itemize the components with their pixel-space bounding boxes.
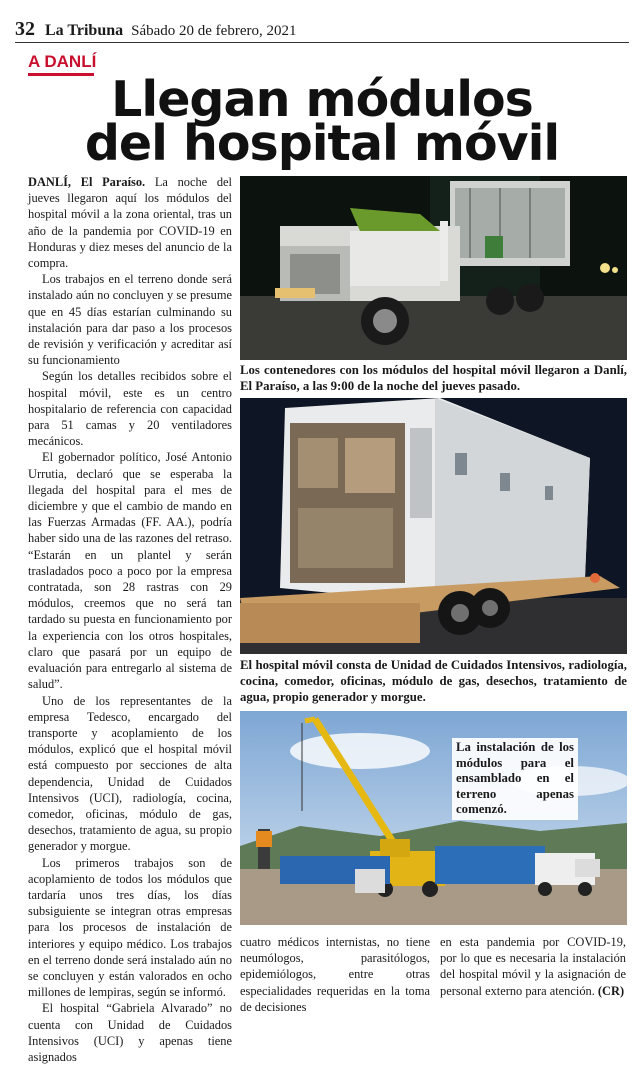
author-credit: (CR) [597,983,625,998]
dateline: DANLÍ, El Paraíso. [28,175,146,189]
article-column-2 [240,934,430,1015]
paragraph-9: en esta pandemia por COVID-19, por lo que es necesaria la instalación del hospital móvil y la asignación de personal externo para atención. [440,935,626,998]
caption-photo-2: El hospital móvil consta de Unidad de Cuidados Intensivos, radiología, cocina, comedor, oficinas, módulo de gas, desechos, tratamiento de agua, propio generador y morgue. [240,658,627,704]
paragraph-3: Según los detalles recibidos sobre el hospital móvil, este es un centro hospitalario de referencia con capacidad para 51 camas y 20 ventiladores mecánicos. [28,369,232,449]
caption-photo-3: La instalación de los módulos para el ensamblado en el terreno apenas comenzó. [452,738,578,820]
article-column-1 [28,174,232,1065]
paragraph-6: Los primeros trabajos son de acoplamiento de todos los módulos que tardaría unos tres días, los días subsiguiente se integran otras empresas para los procesos de instalación de interiores y equipo médico. Los trabajos en el terreno donde será instalado aún no se concluyen y están valorados en ocho millones de lempiras, según se informó. [28,855,232,1000]
paragraph-8: cuatro médicos internistas, no tiene neumólogos, parasitólogos, epidemiólogos, entre otras especialidades requeridas en la toma de decisiones [240,935,430,1014]
headline-line-2: del hospital móvil [84,115,560,172]
hospital-module-illustration [240,398,627,654]
paragraph-2: Los trabajos en el terreno donde será instalado aún no concluyen y se presume que en 45 días estarían culminando su instalación para dar paso a los procesos de revisión y verificación y acreditar así su funcionamiento [28,272,232,368]
truck-night-illustration [240,176,627,360]
lead-paragraph [28,174,232,271]
paragraph-7: El hospital “Gabriela Alvarado” no cuenta con Unidad de Cuidados Intensivos (UCI) y apenas tiene asignados [28,1001,232,1064]
photo-truck-night [240,176,627,360]
page-number: 32 [15,18,35,40]
closing-paragraph [440,934,626,999]
section-underline [28,73,94,76]
section-label: A DANLÍ [28,52,97,71]
article-column-3 [440,934,626,999]
paragraph-1: La noche del jueves llegaron aquí los módulos del hospital móvil a la zona oriental, tras un año de la pandemia por COVID-19 en Honduras y diez meses del anuncio de la compra. [28,175,232,271]
photo-hospital-module [240,398,627,654]
publication-date: Sábado 20 de febrero, 2021 [131,23,297,39]
paragraph-5: Uno de los representantes de la empresa Tedesco, encargado del transporte y acoplamiento de los módulos, explicó que el hospital móvil está compuesto por secciones de alta dependencia, Unidad de Cuidados Intensivos (UCI), radiología, cocina, comedor, oficinas, módulo de gas, desechos, tratamiento de agua, su propio generador y morgue. [28,693,232,854]
headline [10,71,634,172]
paragraph-4: El gobernador político, José Antonio Urrutia, declaró que se esperaba la llegada del hospital para el mes de diciembre y que el cambio de mando en las Fuerzas Armadas (FF. AA.), podría haber sido una de las razones del retraso. “Estarán en un plantel y serán trasladados poco a poco por la empresa contratada, son 28 rastras con 29 módulos, creemos que no será tan tardado su puesta en funcionamiento por la experiencia con los otros hospitales, claro que pasará por un equipo de evaluación para entregarlo al sistema de salud”. [28,450,232,692]
headline-line-1: Llegan módulos [111,71,533,128]
publication-name: La Tribuna [45,22,124,39]
top-rule [15,42,629,43]
caption-photo-1: Los contenedores con los módulos del hospital móvil llegaron a Danlí, El Paraíso, a las 9:00 de la noche del jueves pasado. [240,363,627,393]
folio [15,18,296,41]
